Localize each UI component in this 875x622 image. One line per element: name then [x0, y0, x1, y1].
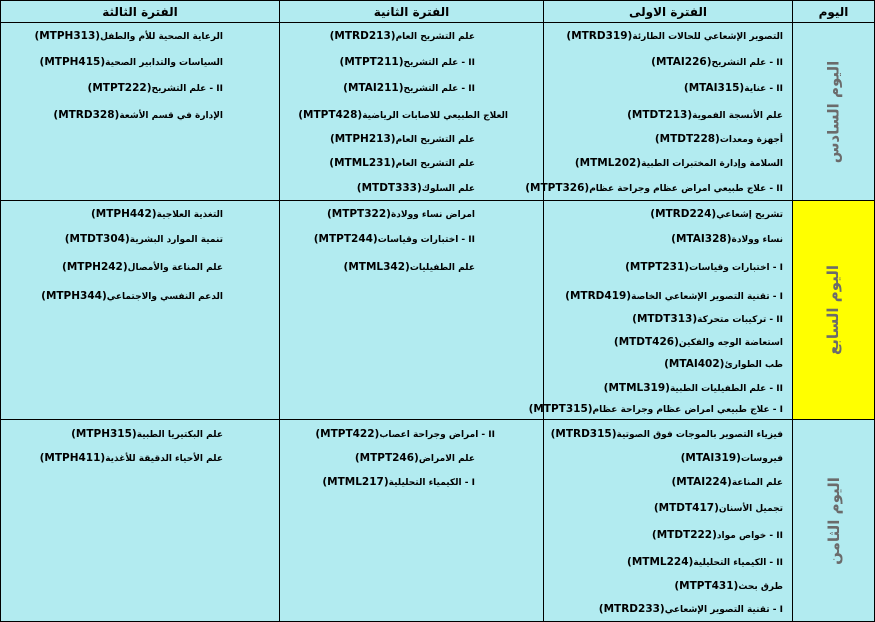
course-entry: (MTPT322)امراض نساء وولادة — [326, 208, 475, 220]
course-entry: (MTRD233)تقنية التصوير الإشعاعي - I — [598, 603, 783, 615]
course-entry: (MTDT213)علم الأنسجة الفموية — [627, 109, 783, 121]
header-period-3: الفترة الثالثة — [0, 0, 280, 23]
course-entry: (MTPT431)طرق بحث — [674, 580, 783, 592]
header-day: اليوم — [792, 0, 875, 23]
course-entry: (MTML202)السلامة وإدارة المختبرات الطبية — [574, 157, 783, 169]
course-entry: (MTAI328)نساء وولادة — [671, 233, 783, 245]
course-entry: (MTPH415)السياسات والتدابير الصحية — [39, 56, 223, 68]
course-entry: (MTRD328)الإدارة في قسم الأشعة — [53, 109, 223, 121]
day6-label-cell — [792, 22, 875, 201]
course-entry: (MTPT246)علم الامراض — [354, 452, 475, 464]
course-entry: (MTML231)علم التشريح العام — [329, 157, 475, 169]
course-entry: (MTDT333)علم السلوك — [356, 182, 475, 194]
course-entry: (MTPH442)التغذية العلاجية — [90, 208, 223, 220]
course-entry: (MTPT244)اختبارات وقياسات - II — [313, 233, 475, 245]
course-entry: (MTPH242)علم المناعة والأمصال — [62, 261, 223, 273]
course-entry: (MTDT228)أجهزة ومعدات — [654, 133, 783, 145]
course-entry: (MTPT315)علاج طبيعي امراض عظام وجراحة عظام - I — [528, 403, 783, 415]
day7-label-cell — [792, 200, 875, 420]
course-entry: (MTPT422)امراض وجراحة اعصاب - II — [315, 428, 495, 440]
course-entry: (MTDT222)خواص مواد - II — [651, 529, 783, 541]
course-entry: (MTML342)علم الطفيليات — [343, 261, 475, 273]
course-entry: (MTRD213)علم التشريح العام — [329, 30, 475, 42]
course-entry: (MTAI319)فيروسات — [680, 452, 783, 464]
course-entry: (MTPT326)علاج طبيعي امراض عظام وجراحة عظام - II — [525, 182, 783, 194]
day7-label: اليوم السابع — [824, 264, 843, 356]
course-entry: (MTPH213)علم التشريح العام — [329, 133, 475, 145]
course-entry: (MTPT222)علم التشريح - II — [87, 82, 223, 94]
course-entry: (MTRD419)تقنية التصوير الإشعاعي الخاصة - I — [565, 290, 783, 302]
course-entry: (MTDT417)تجميل الأسنان — [653, 502, 783, 514]
course-entry: (MTAI224)علم المناعة — [671, 476, 783, 488]
header-period-2: الفترة الثانية — [279, 0, 544, 23]
course-entry: (MTML319)علم الطفيليات الطبية - II — [603, 382, 783, 394]
course-entry: (MTPH313)الرعاية الصحية للأم والطفل — [34, 30, 223, 42]
course-entry: (MTAI226)علم التشريح - II — [651, 56, 783, 68]
course-entry: (MTPH344)الدعم النفسي والاجتماعي — [41, 290, 223, 302]
course-entry: (MTAI315)عناية - II — [683, 82, 783, 94]
course-entry: (MTPT231)اختبارات وقياسات - I — [625, 261, 783, 273]
course-entry: (MTML224)الكيمياء التحليلية - II — [627, 556, 783, 568]
course-entry: (MTDT313)تركيبات متحركة - II — [632, 313, 783, 325]
day8-period-3 — [0, 419, 280, 622]
course-entry: (MTRD315)فيزياء التصوير بالموجات فوق الصوتية — [550, 428, 783, 440]
course-entry: (MTPT428)العلاج الطبيعي للاصابات الرياضية — [298, 109, 508, 121]
course-entry: (MTPH315)علم البكتيريا الطبية — [71, 428, 223, 440]
course-entry: (MTPT211)علم التشريح - II — [339, 56, 475, 68]
course-entry: (MTPH411)علم الأحياء الدقيقة للأغذية — [39, 452, 223, 464]
day6-label: اليوم السادس — [824, 60, 843, 163]
course-entry: (MTDT304)تنمية الموارد البشرية — [64, 233, 223, 245]
course-entry: (MTAI211)علم التشريح - II — [343, 82, 475, 94]
day8-label: اليوم الثامن — [824, 476, 843, 565]
day8-label-cell — [792, 419, 875, 622]
course-entry: (MTAI402)طب الطوارئ — [664, 358, 783, 370]
course-entry: (MTDT426)استعاضة الوجه والفكين — [613, 336, 783, 348]
day8-period-2 — [279, 419, 544, 622]
course-entry: (MTML217)الكيمياء التحليلية - I — [322, 476, 475, 488]
header-period-1: الفترة الاولى — [543, 0, 793, 23]
course-entry: (MTRD319)التصوير الإشعاعي للحالات الطارئة — [566, 30, 783, 42]
course-entry: (MTRD224)تشريح إشعاعي — [650, 208, 783, 220]
